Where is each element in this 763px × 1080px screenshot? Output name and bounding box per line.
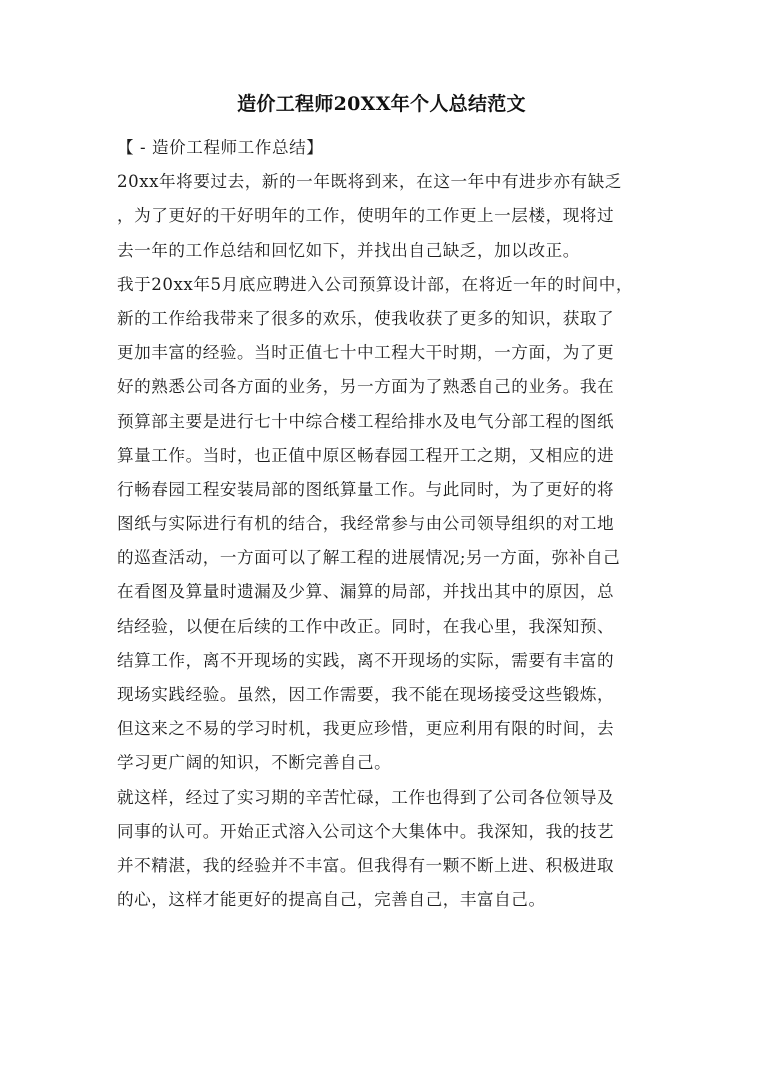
text-line: 现场实践经验。虽然，因工作需要，我不能在现场接受这些锻炼， [117, 685, 615, 704]
text-line: 就这样，经过了实习期的辛苦忙碌，工作也得到了公司各位领导及 [117, 787, 615, 807]
text-line: 同事的认可。开始正式溶入公司这个大集体中。我深知，我的技艺 [117, 821, 615, 841]
text-line: 我于20xx年5月底应聘进入公司预算设计部，在将近一年的时间中， [117, 274, 634, 294]
text-line: 的巡查活动，一方面可以了解工程的进展情况;另一方面，弥补自己 [117, 548, 621, 568]
text-line: 结算工作，离不开现场的实践，离不开现场的实际，需要有丰富的 [117, 650, 615, 670]
text-line: 图纸与实际进行有机的结合，我经常参与由公司领导组织的对工地 [117, 514, 615, 534]
text-line: 但这来之不易的学习时机，我更应珍惜，更应利用有限的时间，去 [117, 719, 615, 739]
text-line: ，为了更好的干好明年的工作，使明年的工作更上一层楼，现将过 [117, 206, 615, 226]
text-line: 好的熟悉公司各方面的业务，另一方面为了熟悉自己的业务。我在 [117, 377, 615, 397]
text-line: 并不精湛，我的经验并不丰富。但我得有一颗不断上进、积极进取 [117, 855, 615, 875]
text-line: 在看图及算量时遗漏及少算、漏算的局部，并找出其中的原因，总 [117, 582, 615, 602]
text-line: 新的工作给我带来了很多的欢乐，使我收获了更多的知识，获取了 [117, 308, 615, 328]
text-line: 预算部主要是进行七十中综合楼工程给排水及电气分部工程的图纸 [117, 411, 615, 431]
document-body [117, 131, 662, 917]
text-line: 学习更广阔的知识，不断完善自己。 [117, 753, 392, 773]
text-line: 去一年的工作总结和回忆如下，并找出自己缺乏，加以改正。 [117, 240, 580, 260]
text-line: 算量工作。当时，也正值中原区畅春园工程开工之期，又相应的进 [117, 445, 615, 465]
text-line: 20xx年将要过去，新的一年既将到来，在这一年中有进步亦有缺乏 [117, 172, 622, 192]
text-line: 更加丰富的经验。当时正值七十中工程大干时期，一方面，为了更 [117, 343, 615, 363]
document-subtitle: 【 - 造价工程师工作总结】 [117, 138, 324, 157]
text-line: 行畅春园工程安装局部的图纸算量工作。与此同时，为了更好的将 [117, 479, 615, 499]
text-line: 的心，这样才能更好的提高自己，完善自己，丰富自己。 [117, 890, 546, 910]
text-line: 结经验，以便在后续的工作中改正。同时，在我心里，我深知预、 [117, 616, 615, 636]
document-title: 造价工程师20XX年个人总结范文 [237, 93, 526, 115]
